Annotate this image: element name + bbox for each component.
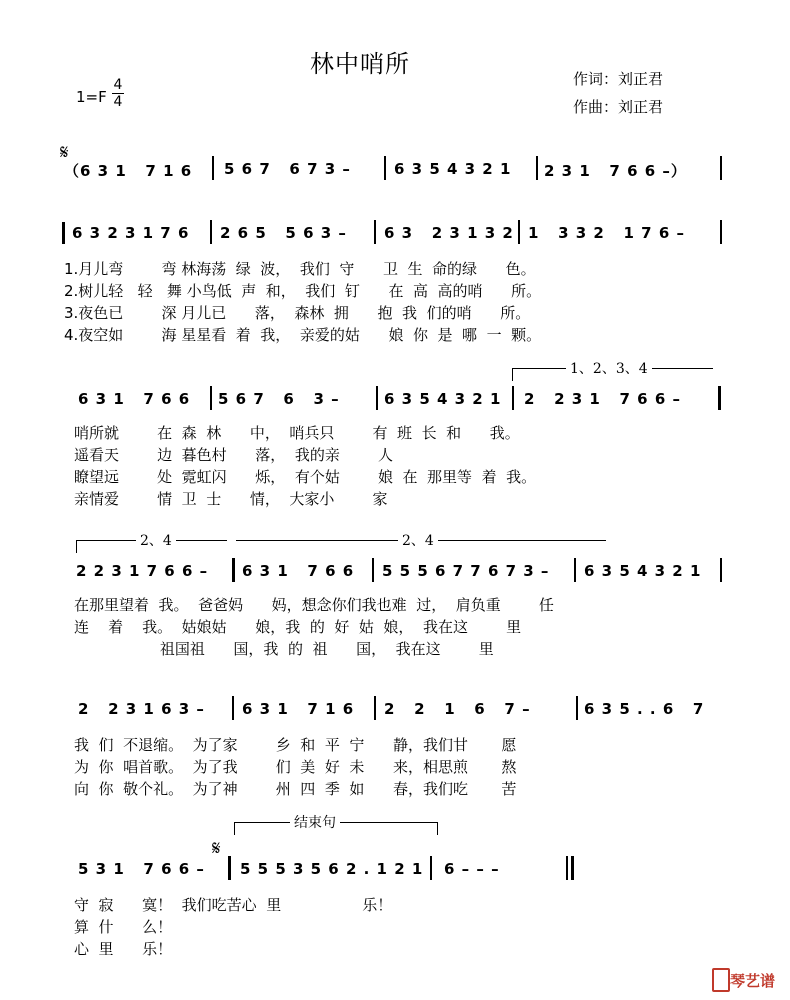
volta-label: 1、2、3、4 [566,358,652,378]
repeat-end-bar [718,386,721,410]
repeat-start-bar [62,222,65,244]
notes-line5-bar1: 2 2 3 1 6 3 – [78,700,205,718]
repeat-bar [232,558,235,582]
lyrics-line4-verse1: 在那里望着 我。 爸爸妈 妈，想念你们我也难 过， 肩负重 任 [74,596,554,614]
barline [574,558,576,582]
lyrics-line3-verse2: 遥看天 边 暮色村 落， 我的亲 人 [74,446,393,464]
notes-line3-bar3: 6 3 5 4 3 2 1 [384,390,502,408]
notes-line6-bar2: 5 5 5 3 5 6 2 . 1 2 1 [240,860,424,878]
lyrics-line5-verse1: 我 们 不退缩。 为了家 乡 和 平 宁 静，我们甘 愿 [74,736,517,754]
lyrics-line2-verse1: 1.月儿弯 弯 林海荡 绿 波， 我们 守 卫 生 命的绿 色。 [64,260,536,278]
notes-line1-bar4: 2 3 1 7 6 6 –） [544,162,687,180]
time-signature [112,78,124,109]
notes-line1-bar1: （6 3 1 7 1 6 [64,162,193,180]
lyrics-line2-verse4: 4.夜空如 海 星星看 着 我， 亲爱的姑 娘 你 是 哪 一 颗。 [64,326,542,344]
barline [372,558,374,582]
barline [576,696,578,720]
notes-line3-bar2: 5 6 7 6 3 – [218,390,340,408]
barline [210,386,212,410]
volta-label: 2、4 [136,530,176,550]
barline [376,386,378,410]
barline [536,156,538,180]
barline [212,156,214,180]
barline [374,220,376,244]
lyrics-line4-verse2: 连 着 我。 姑娘姑 娘，我 的 好 姑 娘， 我在这 里 [74,618,522,636]
notes-line6-bar3: 6 – – – [444,860,500,878]
lyrics-line3-verse1: 哨所就 在 森 林 中， 哨兵只 有 班 长 和 我。 [74,424,520,442]
notes-line5-bar2: 6 3 1 7 1 6 [242,700,355,718]
volta-label: 2、4 [398,530,438,550]
lyrics-line5-verse3: 向 你 敬个礼。 为了神 州 四 季 如 春，我们吃 苦 [74,780,517,798]
barline [430,856,432,880]
lyrics-line5-verse2: 为 你 唱首歌。 为了我 们 美 好 未 来，相思煎 熬 [74,758,517,776]
segno-sign: 𝄋 [212,836,221,860]
song-title: 林中哨所 [310,50,410,78]
final-barline [566,856,568,880]
notes-line6-bar1: 5 3 1 7 6 6 – [78,860,205,878]
barline [210,220,212,244]
end-phrase-label: 结束句 [290,812,340,832]
watermark-logo-icon [712,968,730,992]
notes-line5-bar4: 6 3 5 . . 6 7 [584,700,705,718]
lyrics-line6-verse2: 算 什 么！ [74,918,173,936]
notes-line4-bar4: 6 3 5 4 3 2 1 [584,562,702,580]
segno-sign: 𝄋 [60,140,69,164]
notes-line4-bar2: 6 3 1 7 6 6 [242,562,355,580]
barline [720,558,722,582]
barline [518,220,520,244]
key-signature: 1=F [76,88,107,106]
repeat-bar [228,856,231,880]
lyrics-line6-verse3: 心 里 乐！ [74,940,173,958]
lyrics-line2-verse2: 2.树儿轻 轻 舞 小鸟低 声 和， 我们 钉 在 高 高的哨 所。 [64,282,542,300]
barline [374,696,376,720]
lyricist-credit: 作词：刘正君 [573,70,664,88]
barline [232,696,234,720]
notes-line4-bar1: 2 2 3 1 7 6 6 – [76,562,209,580]
notes-line1-bar2: 5 6 7 6 7 3 – [224,160,351,178]
notes-line5-bar3: 2 2 1 6 7 – [384,700,531,718]
lyrics-line6-verse1: 守 寂 寞！ 我们吃苦心 里 乐！ [74,896,393,914]
final-barline-thick [571,856,574,880]
time-signature-bottom: 4 [113,94,123,110]
barline [720,220,722,244]
notes-line4-bar3: 5 5 5 6 7 7 6 7 3 – [382,562,550,580]
notes-line3-bar1: 6 3 1 7 6 6 [78,390,191,408]
notes-line1-bar3: 6 3 5 4 3 2 1 [394,160,512,178]
composer-credit: 作曲：刘正君 [573,98,664,116]
lyrics-line3-verse3: 瞭望远 处 霓虹闪 烁， 有个姑 娘 在 那里等 着 我。 [74,468,537,486]
watermark-text: 琴艺谱 [730,972,776,990]
barline [384,156,386,180]
barline [720,156,722,180]
lyrics-line4-verse3: 祖国祖 国，我 的 祖 国， 我在这 里 [74,640,494,658]
notes-line3-bar4: 2 2 3 1 7 6 6 – [524,390,682,408]
lyrics-line3-verse4: 亲情爱 情 卫 士 情， 大家小 家 [74,490,388,508]
barline [512,386,514,410]
notes-line2-bar2: 2 6 5 5 6 3 – [220,224,347,242]
notes-line2-bar3: 6 3 2 3 1 3 2 [384,224,514,242]
notes-line2-bar1: 6 3 2 3 1 7 6 [72,224,190,242]
time-signature-top: 4 [113,77,123,93]
notes-line2-bar4: 1 3 3 2 1 7 6 – [528,224,686,242]
lyrics-line2-verse3: 3.夜色已 深 月儿已 落， 森林 拥 抱 我 们的哨 所。 [64,304,531,322]
